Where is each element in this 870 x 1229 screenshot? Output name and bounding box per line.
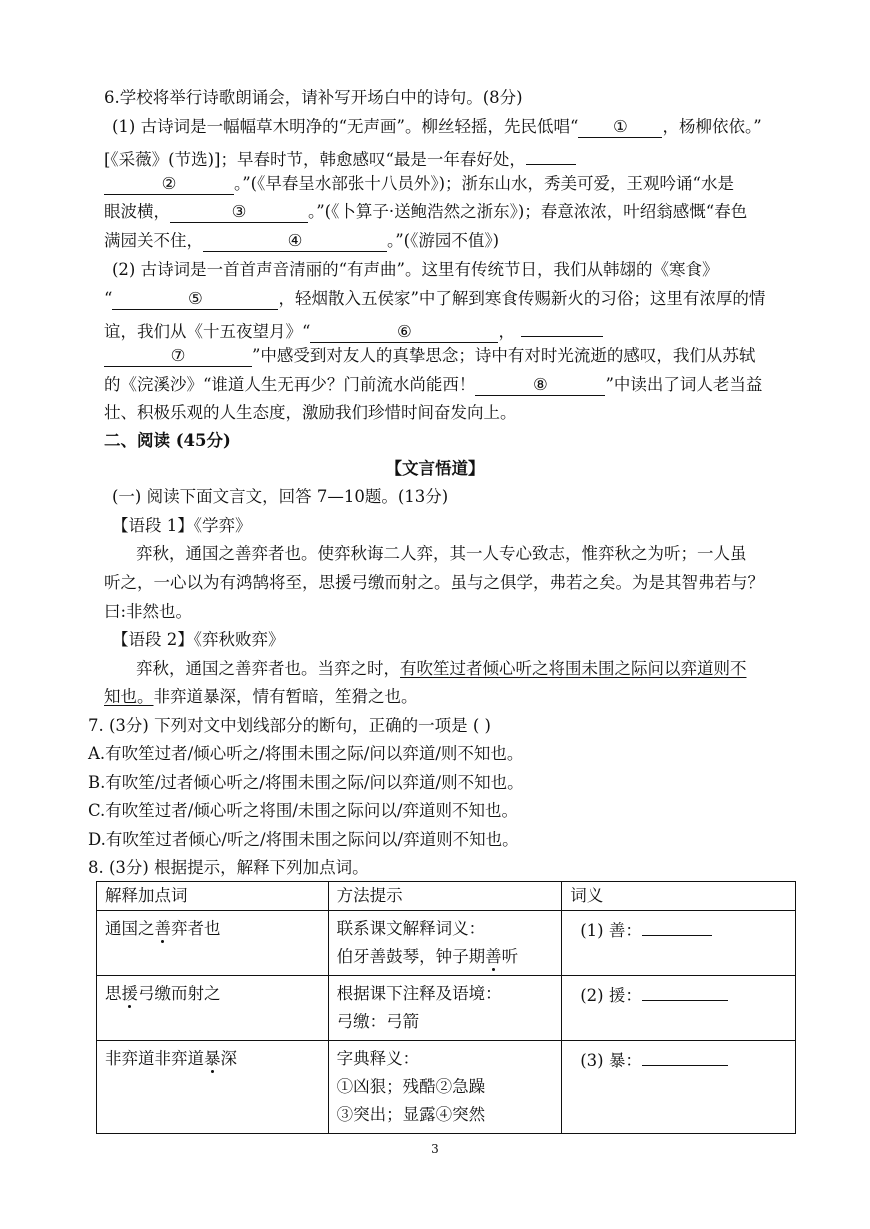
blank-4[interactable]: ④ — [203, 231, 387, 252]
header-meaning: 词义 — [562, 882, 796, 911]
table-row — [97, 1041, 796, 1134]
blank-6[interactable]: ⑥ — [310, 322, 498, 343]
meaning-cell: (3) 暴： — [562, 1041, 796, 1134]
q6-p1-line3: ② 。”(《早春呈水部张十八员外》)；浙东山水，秀美可爱，王观吟诵“水是 — [104, 172, 734, 196]
segment2-line1: 弈秋，通国之善弈者也。当弈之时，有吹笙过者倾心听之将围未围之际问以弈道则不 — [136, 659, 747, 678]
header-word: 解释加点词 — [97, 882, 329, 911]
q6-p2-line1: (2) 古诗词是一首首声音清丽的“有声曲”。这里有传统节日，我们从韩翃的《寒食》 — [112, 260, 719, 279]
q8-title: 8. (3分) 根据提示，解释下列加点词。 — [88, 858, 369, 877]
blank-7[interactable]: ⑦ — [104, 346, 252, 367]
dotted-char: 善 — [154, 919, 171, 938]
q7-option-c[interactable]: C.有吹笙过者/倾心听之将围/未围之际问以/弈道则不知也。 — [88, 801, 518, 820]
word-cell: 非弈道非弈道暴深 — [97, 1041, 329, 1134]
q6-p1-line4: 眼波横， ③ 。”(《卜算子·送鲍浩然之浙东》)；春意浓浓，叶绍翁感慨“春色 — [104, 202, 748, 221]
table-header-row — [97, 882, 796, 911]
segment2-line2: 知也。非弈道暴深，情有暂暗，笙猾之也。 — [104, 687, 418, 706]
page-number: 3 — [431, 1142, 439, 1156]
meaning-cell: (1) 善： — [562, 911, 796, 976]
segment2-title: 【语段 2】《弈秋败弈》 — [112, 630, 285, 649]
underlined-passage-end: 知也。 — [104, 687, 154, 706]
answer-blank-3[interactable] — [642, 1045, 728, 1066]
word-cell: 通国之善弈者也 — [97, 911, 329, 976]
segment1-line1: 弈秋，通国之善弈者也。使弈秋诲二人弈，其一人专心致志，惟弈秋之为听；一人虽 — [136, 544, 747, 563]
answer-blank-2[interactable] — [642, 980, 728, 1001]
segment1-line3: 曰:非然也。 — [104, 602, 193, 621]
meaning-cell: (2) 援： — [562, 976, 796, 1041]
table-row — [97, 976, 796, 1041]
blank-3[interactable]: ③ — [170, 202, 308, 223]
q6-p2-line2: “ ⑤ ，轻烟散入五侯家”中了解到寒食传赐新火的习俗；这里有浓厚的情 — [104, 289, 766, 308]
dotted-char: 暴 — [204, 1049, 221, 1068]
word-cell: 思援弓缴而射之 — [97, 976, 329, 1041]
q7-option-a[interactable]: A.有吹笙过者/倾心听之/将围未围之际/问以弈道/则不知也。 — [88, 744, 524, 763]
hint-cell: 字典释义： ①凶狠；残酷②急躁 ③突出；显露④突然 — [328, 1041, 562, 1134]
q6-p1-line5: 满园关不住， ④ 。”(《游园不值》) — [104, 231, 500, 250]
q7-title: 7. (3分) 下列对文中划线部分的断句，正确的一项是 ( ) — [88, 716, 491, 735]
blank-2[interactable]: ② — [104, 174, 234, 195]
q6-p2-line6: 壮、积极乐观的人生态度，激励我们珍惜时间奋发向上。 — [104, 403, 517, 422]
blank-1[interactable]: ① — [578, 117, 662, 138]
hint-cell: 联系课文解释词义： 伯牙善鼓琴，钟子期善听 — [328, 911, 562, 976]
segment1-title: 【语段 1】《学弈》 — [112, 516, 252, 535]
table-row — [97, 911, 796, 976]
q7-option-b[interactable]: B.有吹笙/过者倾心听之/将围未围之际/问以弈道/则不知也。 — [88, 773, 524, 792]
segment1-line2: 听之，一心以为有鸿鹄将至，思援弓缴而射之。虽与之俱学，弗若之矣。为是其智弗若与？ — [104, 573, 764, 592]
q6-p2-line5: 的《浣溪沙》“谁道人生无再少？门前流水尚能西！ ⑧ ”中读出了词人老当益 — [104, 375, 763, 394]
q6-p1-line2: [《采薇》(节选)]；早春时节，韩愈感叹“最是一年春好处， — [104, 144, 576, 172]
header-hint: 方法提示 — [328, 882, 562, 911]
q6-p1-line1: (1) 古诗词是一幅幅草木明净的“无声画”。柳丝轻摇，先民低唱“ ① ，杨柳依依。” — [112, 117, 762, 136]
blank-5[interactable]: ⑤ — [112, 289, 278, 310]
q6-p2-line4: ⑦ ”中感受到对友人的真挚思念；诗中有对时光流逝的感叹，我们从苏轼 — [104, 344, 755, 368]
hint-cell: 根据课下注释及语境： 弓缴：弓箭 — [328, 976, 562, 1041]
underlined-passage: 有吹笙过者倾心听之将围未围之际问以弈道则不 — [400, 659, 747, 678]
blank-8[interactable]: ⑧ — [475, 375, 605, 396]
q8-table — [96, 881, 796, 1134]
q7-option-d[interactable]: D.有吹笙过者倾心/听之/将围未围之际问以/弈道则不知也。 — [88, 830, 519, 849]
section-subheading: 【文言悟道】 — [385, 459, 485, 478]
reading-intro: (一) 阅读下面文言文，回答 7—10题。(13分) — [112, 487, 449, 506]
q6-p2-line3: 谊，我们从《十五夜望月》“ ⑥ ， — [104, 316, 603, 344]
section-heading: 二、阅读 (45分) — [104, 431, 231, 450]
blank-2-start[interactable] — [526, 144, 576, 165]
dotted-char: 援 — [121, 984, 138, 1003]
blank-7-start[interactable] — [521, 316, 603, 337]
q6-title: 6.学校将举行诗歌朗诵会，请补写开场白中的诗句。(8分) — [104, 88, 523, 107]
answer-blank-1[interactable] — [642, 915, 712, 936]
